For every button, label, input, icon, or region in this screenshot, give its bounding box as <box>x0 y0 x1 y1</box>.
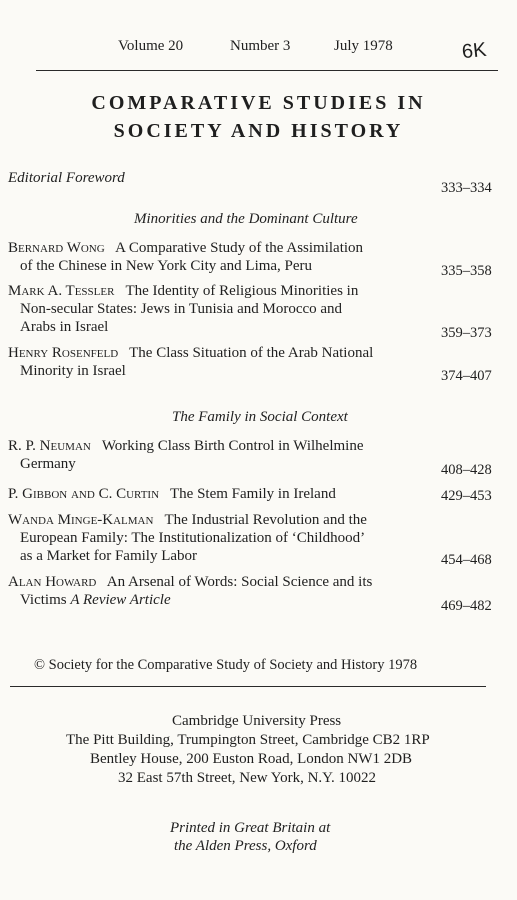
article-title-text: Victims <box>20 592 67 608</box>
article-title-text: A Comparative Study of the Assimilation <box>115 240 364 256</box>
article-author: R. P. Neuman <box>8 438 91 454</box>
article-author: P. Gibbon and C. Curtin <box>8 486 160 502</box>
article-author: Bernard Wong <box>8 240 105 256</box>
copyright-notice: © Society for the Comparative Study of Society and History 1978 <box>34 657 418 673</box>
article-author: Alan Howard <box>8 574 97 590</box>
article-howard-line2 <box>20 592 171 609</box>
publisher-name: Cambridge University Press <box>172 713 342 729</box>
article-title-text: The Class Situation of the Arab National <box>129 345 374 361</box>
article-title-text: The Identity of Religious Minorities in <box>125 283 359 299</box>
article-title-text: The Stem Family in Ireland <box>170 486 336 502</box>
article-wong-line1 <box>8 240 363 257</box>
article-gibbon-pages: 429–453 <box>441 488 492 504</box>
article-author: Henry Rosenfeld <box>8 345 119 361</box>
article-minge-kalman-pages: 454–468 <box>441 552 492 568</box>
article-title-text: The Industrial Revolution and the <box>164 512 367 528</box>
publisher-address-new-york: 32 East 57th Street, New York, N.Y. 10022 <box>118 770 377 786</box>
article-gibbon-line1 <box>8 486 336 503</box>
printer-line1: Printed in Great Britain at <box>170 820 331 836</box>
article-author: Wanda Minge-Kalman <box>8 512 154 528</box>
publisher-address-london: Bentley House, 200 Euston Road, London NW1 2DB <box>90 751 413 767</box>
article-tessler-line3: Arabs in Israel <box>20 319 109 335</box>
footer-rule <box>10 686 486 687</box>
article-wong-pages: 335–358 <box>441 263 492 279</box>
publisher-address-cambridge: The Pitt Building, Trumpington Street, Cambridge CB2 1RP <box>66 732 430 748</box>
article-title-text: An Arsenal of Words: Social Science and its <box>106 574 373 590</box>
article-tessler-line2: Non-secular States: Jews in Tunisia and Morocco and <box>20 301 343 317</box>
article-howard-pages: 469–482 <box>441 598 492 614</box>
article-minge-kalman-line2: European Family: The Institutionalization of ‘Childhood’ <box>20 530 366 546</box>
article-minge-kalman-line3: as a Market for Family Labor <box>20 548 198 564</box>
article-neuman-pages: 408–428 <box>441 462 492 478</box>
article-tessler-line1 <box>8 283 358 300</box>
article-wong-line2: of the Chinese in New York City and Lima, Peru <box>20 258 313 274</box>
article-tessler-pages: 359–373 <box>441 325 492 341</box>
article-howard-line1 <box>8 574 372 591</box>
article-author: Mark A. Tessler <box>8 283 115 299</box>
journal-title-line2: SOCIETY AND HISTORY <box>113 120 404 142</box>
journal-title-line1: COMPARATIVE STUDIES IN <box>91 92 426 114</box>
printer-line2: the Alden Press, Oxford <box>174 838 317 854</box>
article-rosenfeld-line2: Minority in Israel <box>20 363 126 379</box>
handwritten-initials: 6K <box>460 38 488 64</box>
volume-label: Volume 20 <box>118 38 184 54</box>
section-heading-minorities: Minorities and the Dominant Culture <box>134 211 358 227</box>
article-minge-kalman-line1 <box>8 512 367 529</box>
editorial-foreword-title: Editorial Foreword <box>8 170 125 186</box>
article-subtitle: A Review Article <box>70 592 171 608</box>
editorial-foreword-pages: 333–334 <box>441 180 492 196</box>
issue-date-label: July 1978 <box>334 38 393 54</box>
article-rosenfeld-pages: 374–407 <box>441 368 492 384</box>
header-rule <box>36 70 498 71</box>
issue-number-label: Number 3 <box>230 38 291 54</box>
article-title-text: Working Class Birth Control in Wilhelmine <box>101 438 364 454</box>
article-neuman-line1 <box>8 438 364 455</box>
article-neuman-line2: Germany <box>20 456 76 472</box>
article-rosenfeld-line1 <box>8 345 373 362</box>
section-heading-family: The Family in Social Context <box>172 409 348 425</box>
